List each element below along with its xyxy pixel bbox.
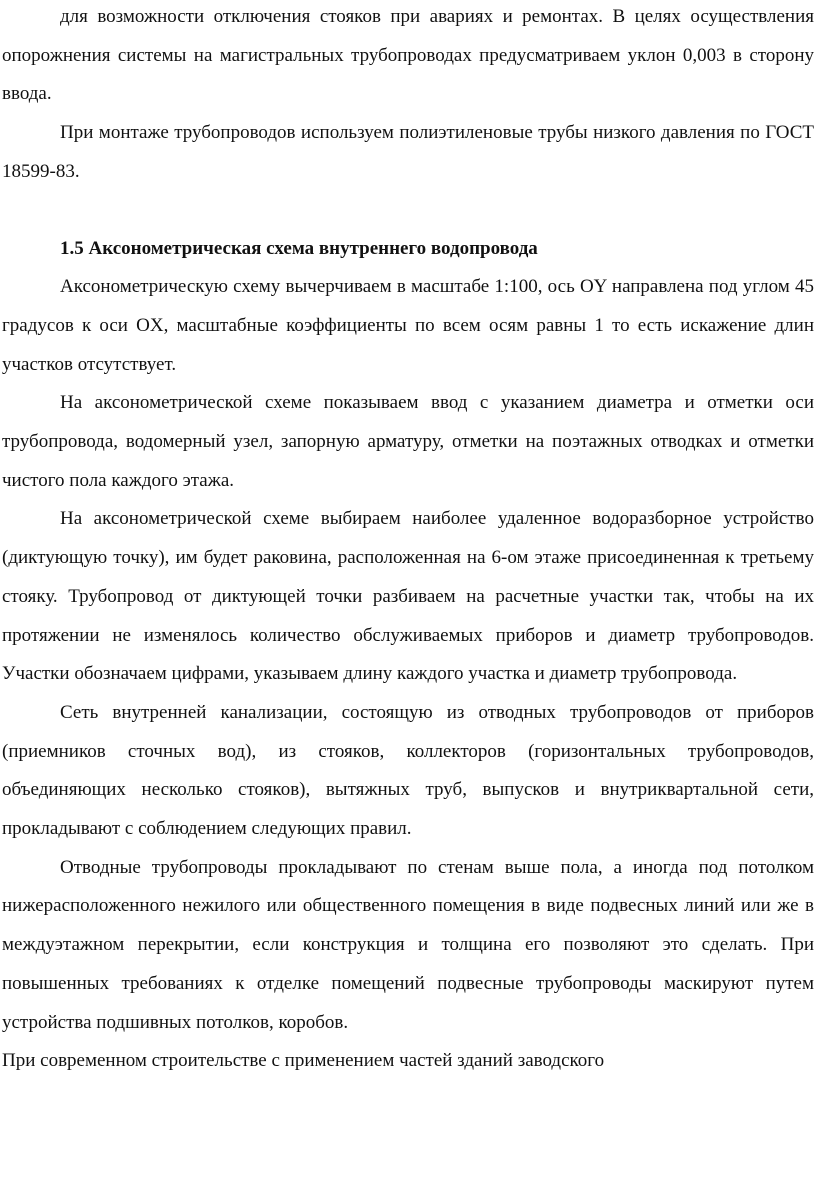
section-spacer (2, 192, 814, 230)
paragraph-pipes: При монтаже трубопроводов используем полиэтиленовые трубы низкого давления по ГОСТ 18599-83. (2, 122, 814, 182)
paragraph-sewer-network: Сеть внутренней канализации, состоящую из отводных трубопроводов от приборов (приемников сточных вод), из стояков, коллекторов (горизонтальных трубопроводов, объединяющих несколько стояков), вытяжных труб, выпусков и внутриквартальной сети, прокладывают с соблюдением следующих правил. (2, 701, 814, 840)
paragraph-modern-construction: При современном строительстве с применением частей зданий заводского (2, 1050, 605, 1072)
paragraph-dictating-point: На аксонометрической схеме выбираем наиболее удаленное водоразборное устройство (диктующую точку), им будет раковина, расположенная на 6-ом этаже присоединенная к третьему стояку. Трубопровод от диктующей точки разбиваем на расчетные участки так, чтобы на их протяжении не изменялось количество обслуживаемых приборов и диаметр трубопроводов. Участки обозначаем цифрами, указываем длину каждого участка и диаметр трубопровода. (2, 508, 814, 685)
paragraph-drain-pipes: Отводные трубопроводы прокладывают по стенам выше пола, а иногда под потолком нижерасположенного нежилого или общественного помещения в виде подвесных линий или же в междуэтажном перекрытии, если конструкция и толщина его позволяют это сделать. При повышенных требованиях к отделке помещений подвесные трубопроводы маскируют путем устройства подшивных потолков, коробов. (2, 856, 814, 1033)
paragraph-continuation: для возможности отключения стояков при авариях и ремонтах. В целях осуществления опорожнения системы на магистральных трубопроводах предусматриваем уклон 0,003 в сторону ввода. (2, 6, 814, 105)
paragraph-scale: Аксонометрическую схему вычерчиваем в масштабе 1:100, ось OY направлена под углом 45 градусов к оси OX, масштабные коэффициенты по всем осям равны 1 то есть искажение длин участков отсутствует. (2, 276, 814, 375)
paragraph-inlet: На аксонометрической схеме показываем ввод с указанием диаметра и отметки оси трубопровода, водомерный узел, запорную арматуру, отметки на поэтажных отводках и отметки чистого пола каждого этажа. (2, 392, 814, 491)
section-heading: 1.5 Аксонометрическая схема внутреннего водопровода (60, 237, 538, 259)
